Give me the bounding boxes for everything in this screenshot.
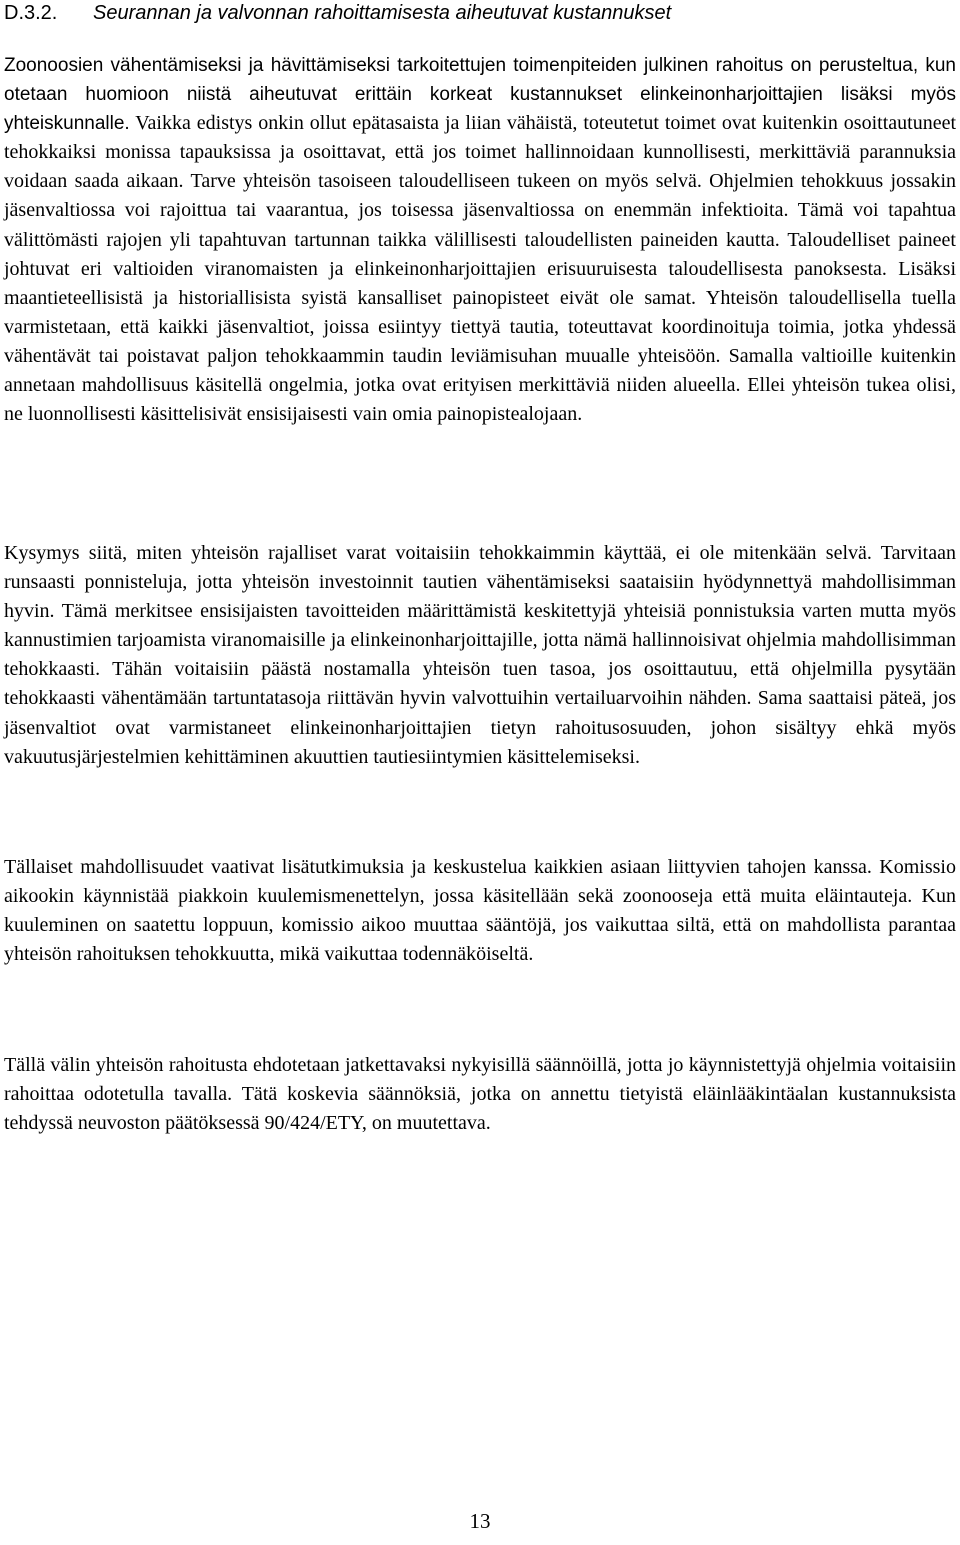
page-number: 13 xyxy=(469,1509,491,1533)
paragraph-3: Tällaiset mahdollisuudet vaativat lisätutkimuksia ja keskustelua kaikkien asiaan liittyvien tahojen kanssa. Komissio aikookin käynnistää piakkoin kuulemismenettelyn, jossa käsitellään sekä zoonooseja että muita eläintauteja. Kun kuuleminen on saatettu loppuun, komissio aikoo muuttaa sääntöjä, jos vaikuttaa siltä, että on mahdollista parantaa yhteisön rahoituksen tehokkuutta, mikä vaikuttaa todennäköiseltä. xyxy=(4,856,956,966)
paragraph-1-lead: Zoonoosien vähentämiseksi ja hävittämiseksi tarkoitettujen toimenpiteiden julkinen rahoitus on perusteltua, kun otetaan huomioon niistä aiheutuvat erittäin korkeat kustannukset elinkeinonharjoittajien lisäksi myös yhteiskunnalle. xyxy=(4,55,956,135)
section-title: Seurannan ja valvonnan rahoittamisesta aiheutuvat kustannukset xyxy=(93,2,672,24)
paragraph-1-body: Vaikka edistys onkin ollut epätasaista ja liian vähäistä, toteutetut toimet ovat kuitenkin osoittautuneet tehokkaiksi monissa tapauksissa ja osoittavat, että jos toimet hallinnoidaan kunnollisesti, merkittäviä parannuksia voidaan saada aikaan. Tarve yhteisön tasoiseen taloudelliseen tukeen on myös selvä. Ohjelmien tehokkuus jossakin jäsenvaltiossa voi rajoittua tai vaarantua, jos toisessa jäsenvaltiossa on enemmän infektioita. Tämä voi tapahtua välittömästi rajojen yli tapahtuvan tartunnan taikka välillisesti taloudellisten paineiden kautta. Taloudelliset paineet johtuvat eri valtioiden viranomaisten ja elinkeinonharjoittajien erisuuruisesta taloudellisesta panoksesta. Lisäksi maantieteellisistä ja historiallisista syistä kansalliset painopisteet eivät ole samat. Yhteisön taloudellisella tuella varmistetaan, että kaikki jäsenvaltiot, joissa esiintyy tiettyä tautia, toteuttavat koordinoituja toimia, jotka yhdessä vähentävät tai poistavat paljon tehokkaammin taudin leviämisuhan muualle yhteisöön. Samalla valtioille kuitenkin annetaan mahdollisuus käsitellä ongelmia, jotka ovat erityisen merkittäviä niiden alueella. Ellei yhteisön tukea olisi, ne luonnollisesti käsittelisivät ensisijaisesti vain omia painopistealojaan. xyxy=(4,112,956,426)
paragraph-2: Kysymys siitä, miten yhteisön rajalliset varat voitaisiin tehokkaimmin käyttää, ei ole mitenkään selvä. Tarvitaan runsaasti ponnisteluja, jotta yhteisön investoinnit tautien vähentämiseksi saataisiin hyödynnettyä mahdollisimman hyvin. Tämä merkitsee ensisijaisten tavoitteiden määrittämistä keskitettyjä yhteisiä ponnistuksia varten mutta myös kannustimien tarjoamista viranomaisille ja elinkeinonharjoittajille, jotta nämä hallinnoisivat ohjelmia mahdollisimman tehokkaasti. Tähän voitaisiin päästä nostamalla yhteisön tuen tasoa, jos osoittautuu, että ohjelmilla pysytään tehokkaasti vähentämään tartuntatasoja riittävän hyvin valvottuihin vertailuarvoihin nähden. Sama saattaisi päteä, jos jäsenvaltiot ovat varmistaneet elinkeinonharjoittajien tietyn rahoitusosuuden, johon sisältyy ehkä myös vakuutusjärjestelmien kehittäminen akuuttien tautiesiintymien käsittelemiseksi. xyxy=(4,542,956,768)
section-heading xyxy=(4,0,956,26)
paragraph-1 xyxy=(4,51,956,429)
paragraph-4: Tällä välin yhteisön rahoitusta ehdotetaan jatkettavaksi nykyisillä säännöillä, jotta jo käynnistettyjä ohjelmia voitaisiin rahoittaa odotetulla tavalla. Tätä koskevia säännöksiä, jotka on annettu tietyistä eläinlääkintäalan kustannuksista tehdyssä neuvoston päätöksessä 90/424/ETY, on muutettava. xyxy=(4,1054,956,1135)
section-number: D.3.2. xyxy=(4,2,58,24)
